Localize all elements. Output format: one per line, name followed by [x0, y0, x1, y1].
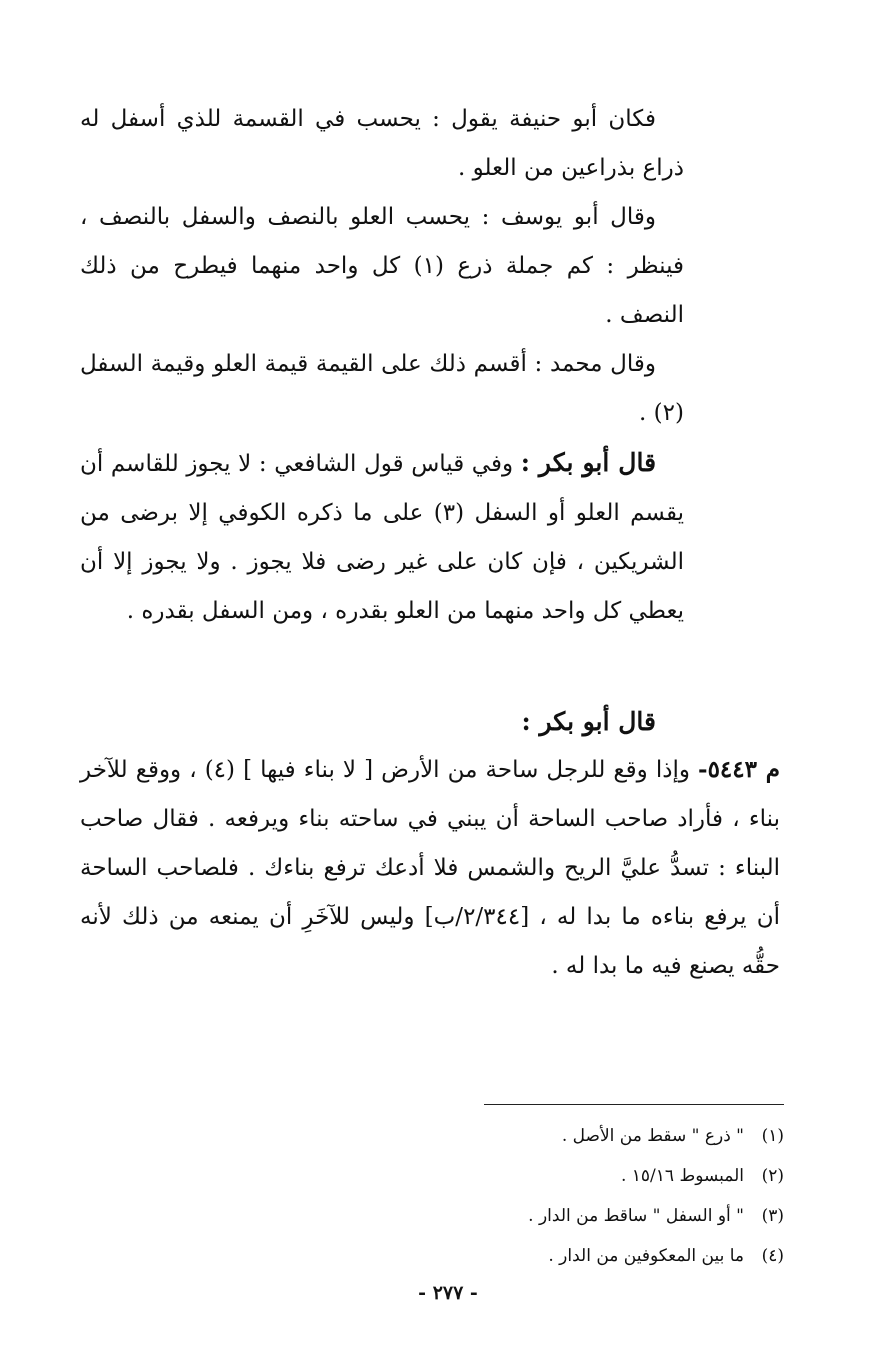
speaker-label: قال أبو بكر : — [520, 448, 657, 477]
footnote-number: (٤) — [761, 1246, 784, 1266]
numbered-paragraph — [80, 745, 780, 991]
section-heading: قال أبو بكر : — [521, 707, 656, 736]
footnote-text: " أو السفل " ساقط من الدار . — [528, 1206, 744, 1226]
footnote-text: ما بين المعكوفين من الدار . — [548, 1246, 744, 1266]
paragraph-abu-hanifa: فكان أبو حنيفة يقول : يحسب في القسمة للذي أسفل له ذراع بذراعين من العلو . — [80, 106, 684, 181]
numbered-paragraph-text: وإذا وقع للرجل ساحة من الأرض [ لا بناء فيها ] (٤) ، ووقع للآخر بناء ، فأراد صاحب الساحة أن يبني في ساحته بناء ويرفعه . فقال صاحب البناء : تسدُّ عليَّ الريح والشمس فلا أدعك ترفع بناءك . فلصاحب الساحة أن يرفع بناءه ما بدا له ، [٢/٣٤٤/ب] وليس للآخَرِ أن يمنعه من ذلك لأنه حقُّه يصنع فيه ما بدا له . — [80, 757, 780, 979]
footnote-number: (٣) — [761, 1206, 784, 1226]
paragraph-muhammad: وقال محمد : أقسم ذلك على القيمة قيمة العلو وقيمة السفل (٢) . — [80, 351, 684, 426]
paragraph-abu-bakr — [80, 438, 684, 636]
paragraph-abu-yusuf: وقال أبو يوسف : يحسب العلو بالنصف والسفل بالنصف ، فينظر : كم جملة ذرع (١) كل واحد منهما فيطرح من ذلك النصف . — [80, 204, 685, 328]
footnotes — [264, 1116, 784, 1276]
paragraph-abu-bakr-text: وفي قياس قول الشافعي : لا يجوز للقاسم أن يقسم العلو أو السفل (٣) على ما ذكره الكوفي إلا برضى من الشريكين ، فإن كان على غير رضى فلا يجوز . ولا يجوز إلا أن يعطي كل واحد منهما من العلو بقدره ، ومن السفل بقدره . — [80, 451, 684, 624]
main-text-block — [80, 95, 684, 636]
footnote-2 — [264, 1156, 784, 1196]
footnote-number: (١) — [761, 1126, 784, 1146]
footnote-3 — [264, 1196, 784, 1236]
paragraph-number: م ٥٤٤٣- — [698, 756, 780, 783]
footnote-number: (٢) — [761, 1166, 784, 1186]
footnote-1 — [264, 1116, 784, 1156]
footnote-text: المبسوط ١٥/١٦ . — [620, 1166, 744, 1186]
footnote-divider — [484, 1104, 784, 1105]
footnote-4 — [264, 1236, 784, 1276]
footnote-text: " ذرع " سقط من الأصل . — [561, 1126, 744, 1146]
page-number: - ٢٧٧ - — [418, 1282, 478, 1304]
